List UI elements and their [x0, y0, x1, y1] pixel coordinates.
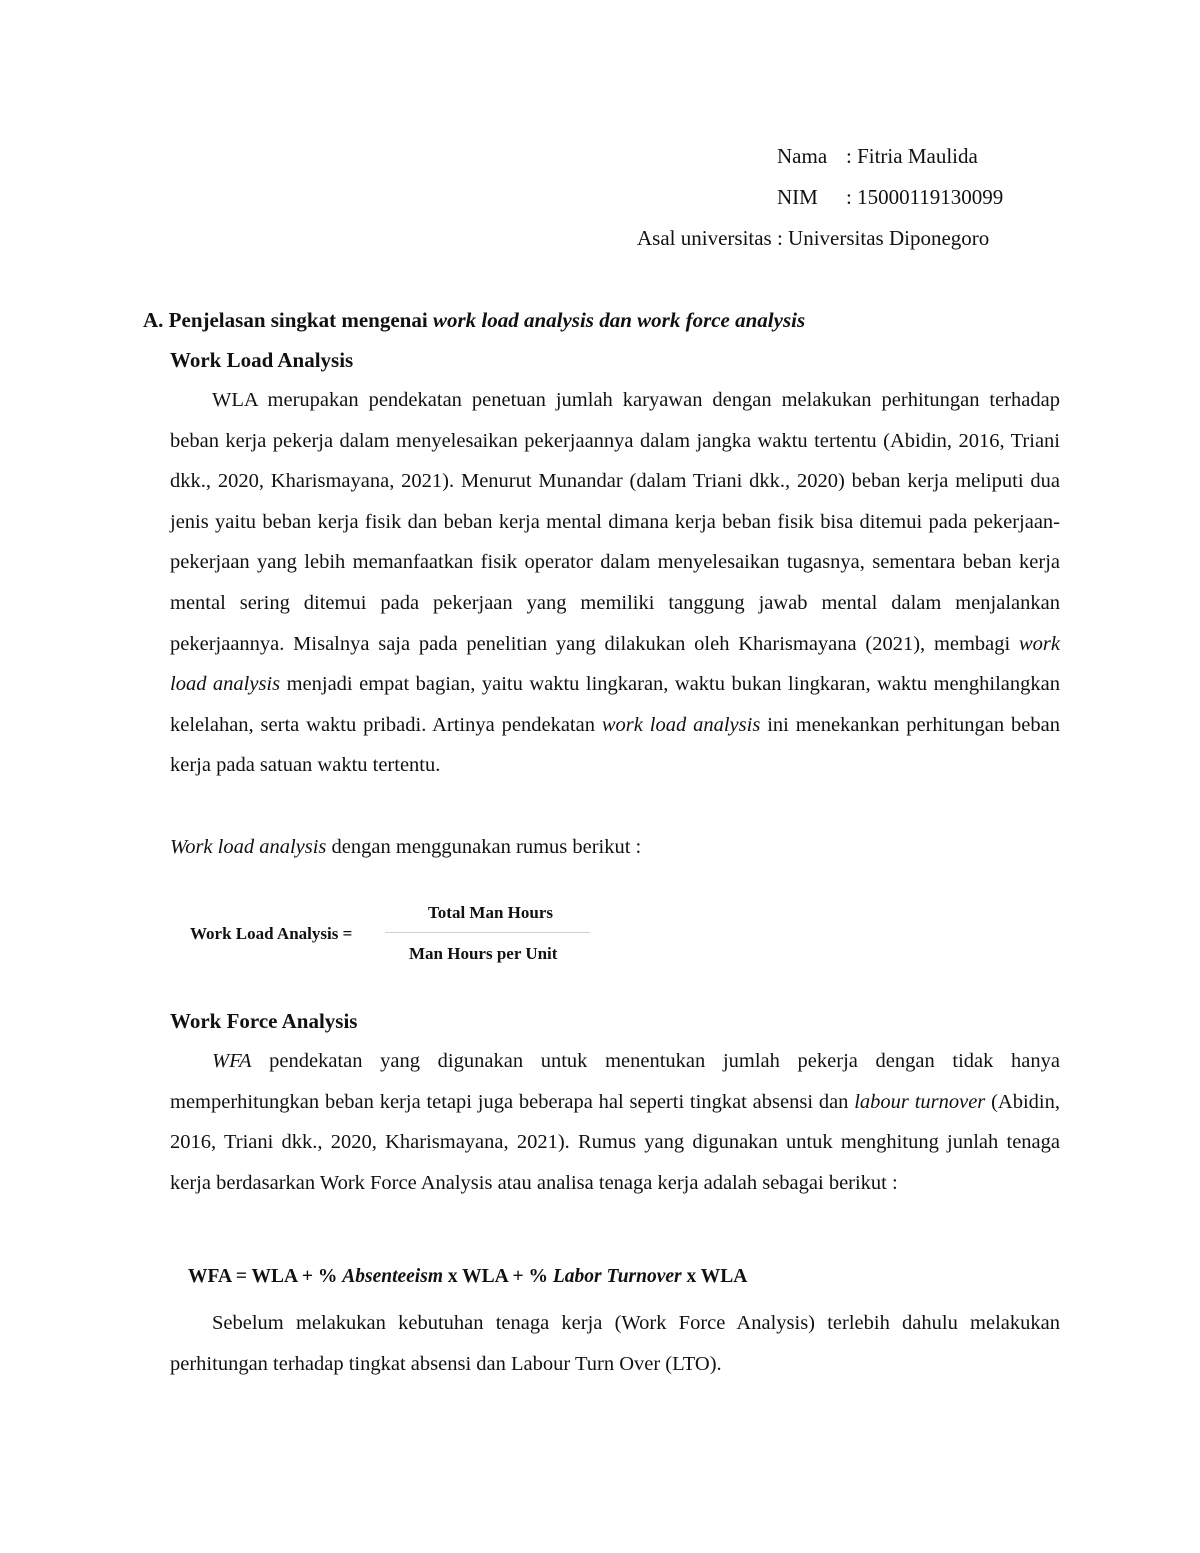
- nim-value: : 15000119130099: [846, 185, 1004, 209]
- wfa-heading: Work Force Analysis: [170, 1009, 358, 1033]
- wfa-formula-labor-turnover: Labor Turnover: [552, 1266, 682, 1287]
- wfa-final-paragraph: [170, 1303, 1060, 1384]
- wla-italic-1: work load analysis: [170, 632, 1060, 696]
- wfa-italic-2: labour turnover: [854, 1090, 986, 1113]
- wla-formula-intro: [170, 834, 641, 860]
- wfa-formula-part-2: x WLA + %: [442, 1266, 553, 1287]
- wla-paragraph: [170, 380, 1060, 786]
- nama-label: Nama: [777, 144, 828, 168]
- section-a-title-prefix: A. Penjelasan singkat mengenai: [143, 308, 433, 332]
- section-a-title: [143, 307, 805, 333]
- wla-italic-2: work load analysis: [601, 713, 761, 736]
- wfa-text-1: pendekatan yang digunakan untuk menentukan jumlah pekerja dengan tidak hanya memperhitungkan beban kerja tetapi juga beberapa hal seperti tingkat absensi dan: [170, 1050, 1060, 1113]
- wla-formula-intro-italic: Work load analysis: [170, 836, 327, 858]
- wfa-text-2: (Abidin, 2016, Triani dkk., 2020, Kharismayana, 2021). Rumus yang digunakan untuk menghitung junlah tenaga kerja berdasarkan Work Force Analysis atau analisa tenaga kerja adalah sebagai berikut :: [170, 1090, 1060, 1194]
- wla-formula-intro-rest: dengan menggunakan rumus berikut :: [326, 836, 642, 858]
- wfa-formula-part-3: x WLA: [681, 1266, 748, 1287]
- wfa-formula-absenteeism: Absenteeism: [342, 1266, 443, 1287]
- university-line: Asal universitas : Universitas Diponegoro: [637, 226, 990, 250]
- wfa-italic-1: WFA: [212, 1050, 252, 1072]
- nama-value: : Fitria Maulida: [846, 144, 978, 168]
- wfa-final-text: Sebelum melakukan kebutuhan tenaga kerja (Work Force Analysis) terlebih dahulu melakukan perhitungan terhadap tingkat absensi dan Labour Turn Over (LTO).: [170, 1312, 1060, 1375]
- wla-formula-denominator: Man Hours per Unit: [409, 944, 558, 963]
- wla-heading: Work Load Analysis: [170, 348, 354, 372]
- wla-text-1: WLA merupakan pendekatan penetuan jumlah karyawan dengan melakukan perhitungan terhadap beban kerja pekerja dalam menyelesaikan pekerjaannya dalam jangka waktu tertentu (Abidin, 2016, Triani dkk., 2020, Kharismayana, 2021). Menurut Munandar (dalam Triani dkk., 2020) beban kerja meliputi dua jenis yaitu beban kerja fisik dan beban kerja mental dimana kerja beban fisik bisa ditemui pada pekerjaan-pekerjaan yang lebih memanfaatkan fisik operator dalam menyelesaikan tugasnya, sementara beban kerja mental sering ditemui pada pekerjaan yang memiliki tanggung jawab mental dalam menjalankan pekerjaannya. Misalnya saja pada penelitian yang dilakukan oleh Kharismayana (2021), membagi: [170, 389, 1060, 655]
- wla-fraction-bar: [385, 932, 590, 933]
- wla-text-2: menjadi empat bagian, yaitu waktu lingkaran, waktu bukan lingkaran, waktu menghilangkan kelelahan, serta waktu pribadi. Artinya pendekatan: [170, 673, 1060, 736]
- nim-label: NIM: [777, 185, 818, 209]
- wla-text-3: ini menekankan perhitungan beban kerja pada satuan waktu tertentu.: [170, 713, 1060, 777]
- wla-formula-numerator: Total Man Hours: [428, 903, 554, 922]
- wfa-paragraph: [170, 1041, 1060, 1203]
- section-a-title-italic: work load analysis dan work force analysis: [432, 308, 806, 332]
- wla-formula-label: Work Load Analysis =: [190, 924, 353, 943]
- wfa-formula-part-1: WFA = WLA + %: [188, 1266, 343, 1287]
- wfa-formula: [188, 1266, 747, 1288]
